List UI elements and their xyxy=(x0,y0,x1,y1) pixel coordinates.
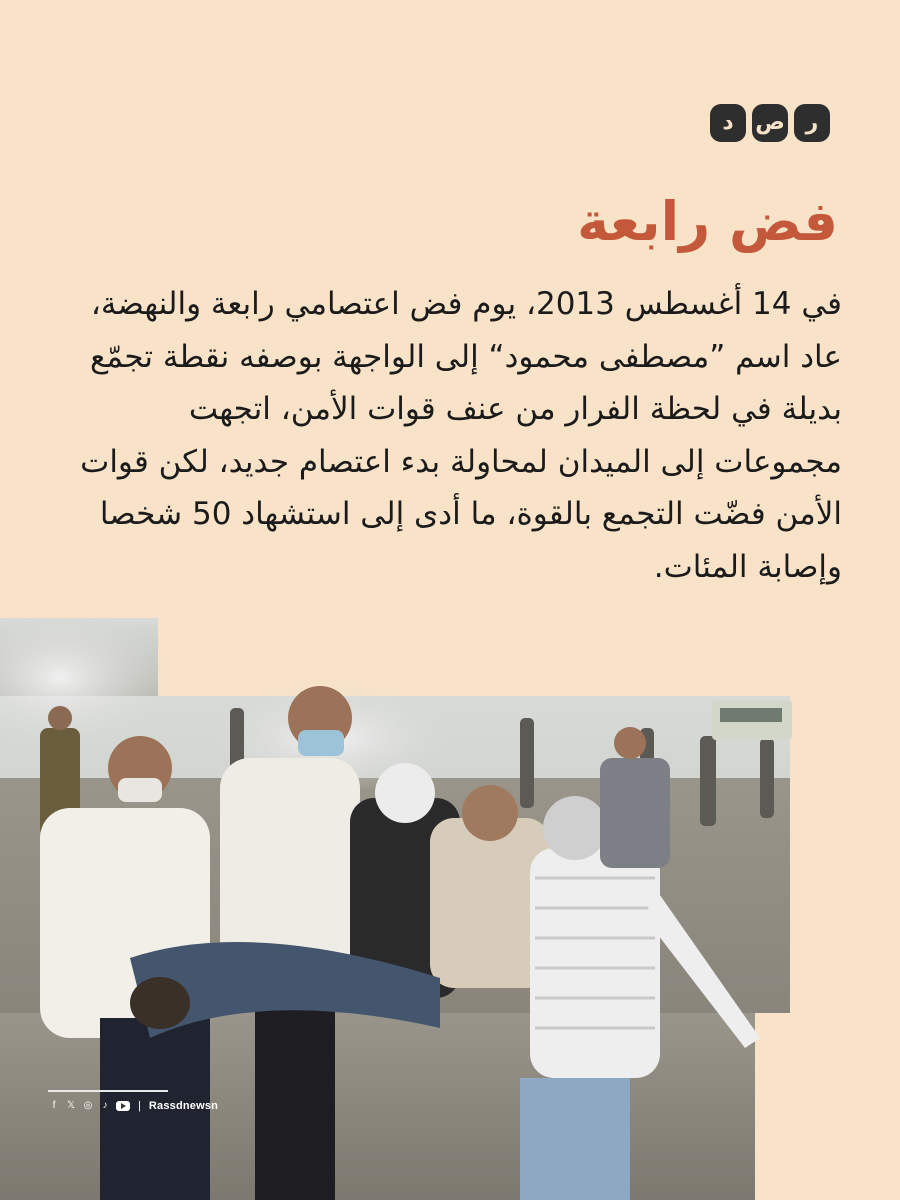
brand-logo xyxy=(710,104,830,142)
tiktok-icon[interactable]: ♪ xyxy=(102,1100,108,1111)
social-handle[interactable]: Rassdnewsn xyxy=(148,1100,219,1112)
social-row xyxy=(48,1100,248,1112)
youtube-icon[interactable] xyxy=(116,1101,130,1111)
footer-separator: | xyxy=(138,1100,141,1112)
article-body: في 14 أغسطس 2013، يوم فض اعتصامي رابعة والنهضة، عاد اسم ”مصطفى محمود“ إلى الواجهة بوصفه نقطة تجمّع بديلة في لحظة الفرار من عنف قوات الأمن، اتجهت مجموعات إلى الميدان لمحاولة بدء اعتصام جديد، لكن قوات الأمن فضّت التجمع بالقوة، ما أدى إلى استشهاد 50 شخصا وإصابة المئات. xyxy=(80,286,842,585)
logo-letter: ر xyxy=(794,104,830,142)
logo-letter: ص xyxy=(752,104,788,142)
article-title: فض رابعة xyxy=(577,190,838,253)
instagram-icon[interactable]: ◎ xyxy=(83,1100,93,1111)
footer-divider xyxy=(48,1090,168,1092)
news-photo xyxy=(0,618,900,1200)
social-footer xyxy=(48,1090,248,1112)
facebook-icon[interactable]: f xyxy=(52,1100,56,1111)
logo-letter: د xyxy=(710,104,746,142)
x-icon[interactable]: 𝕏 xyxy=(66,1100,76,1111)
